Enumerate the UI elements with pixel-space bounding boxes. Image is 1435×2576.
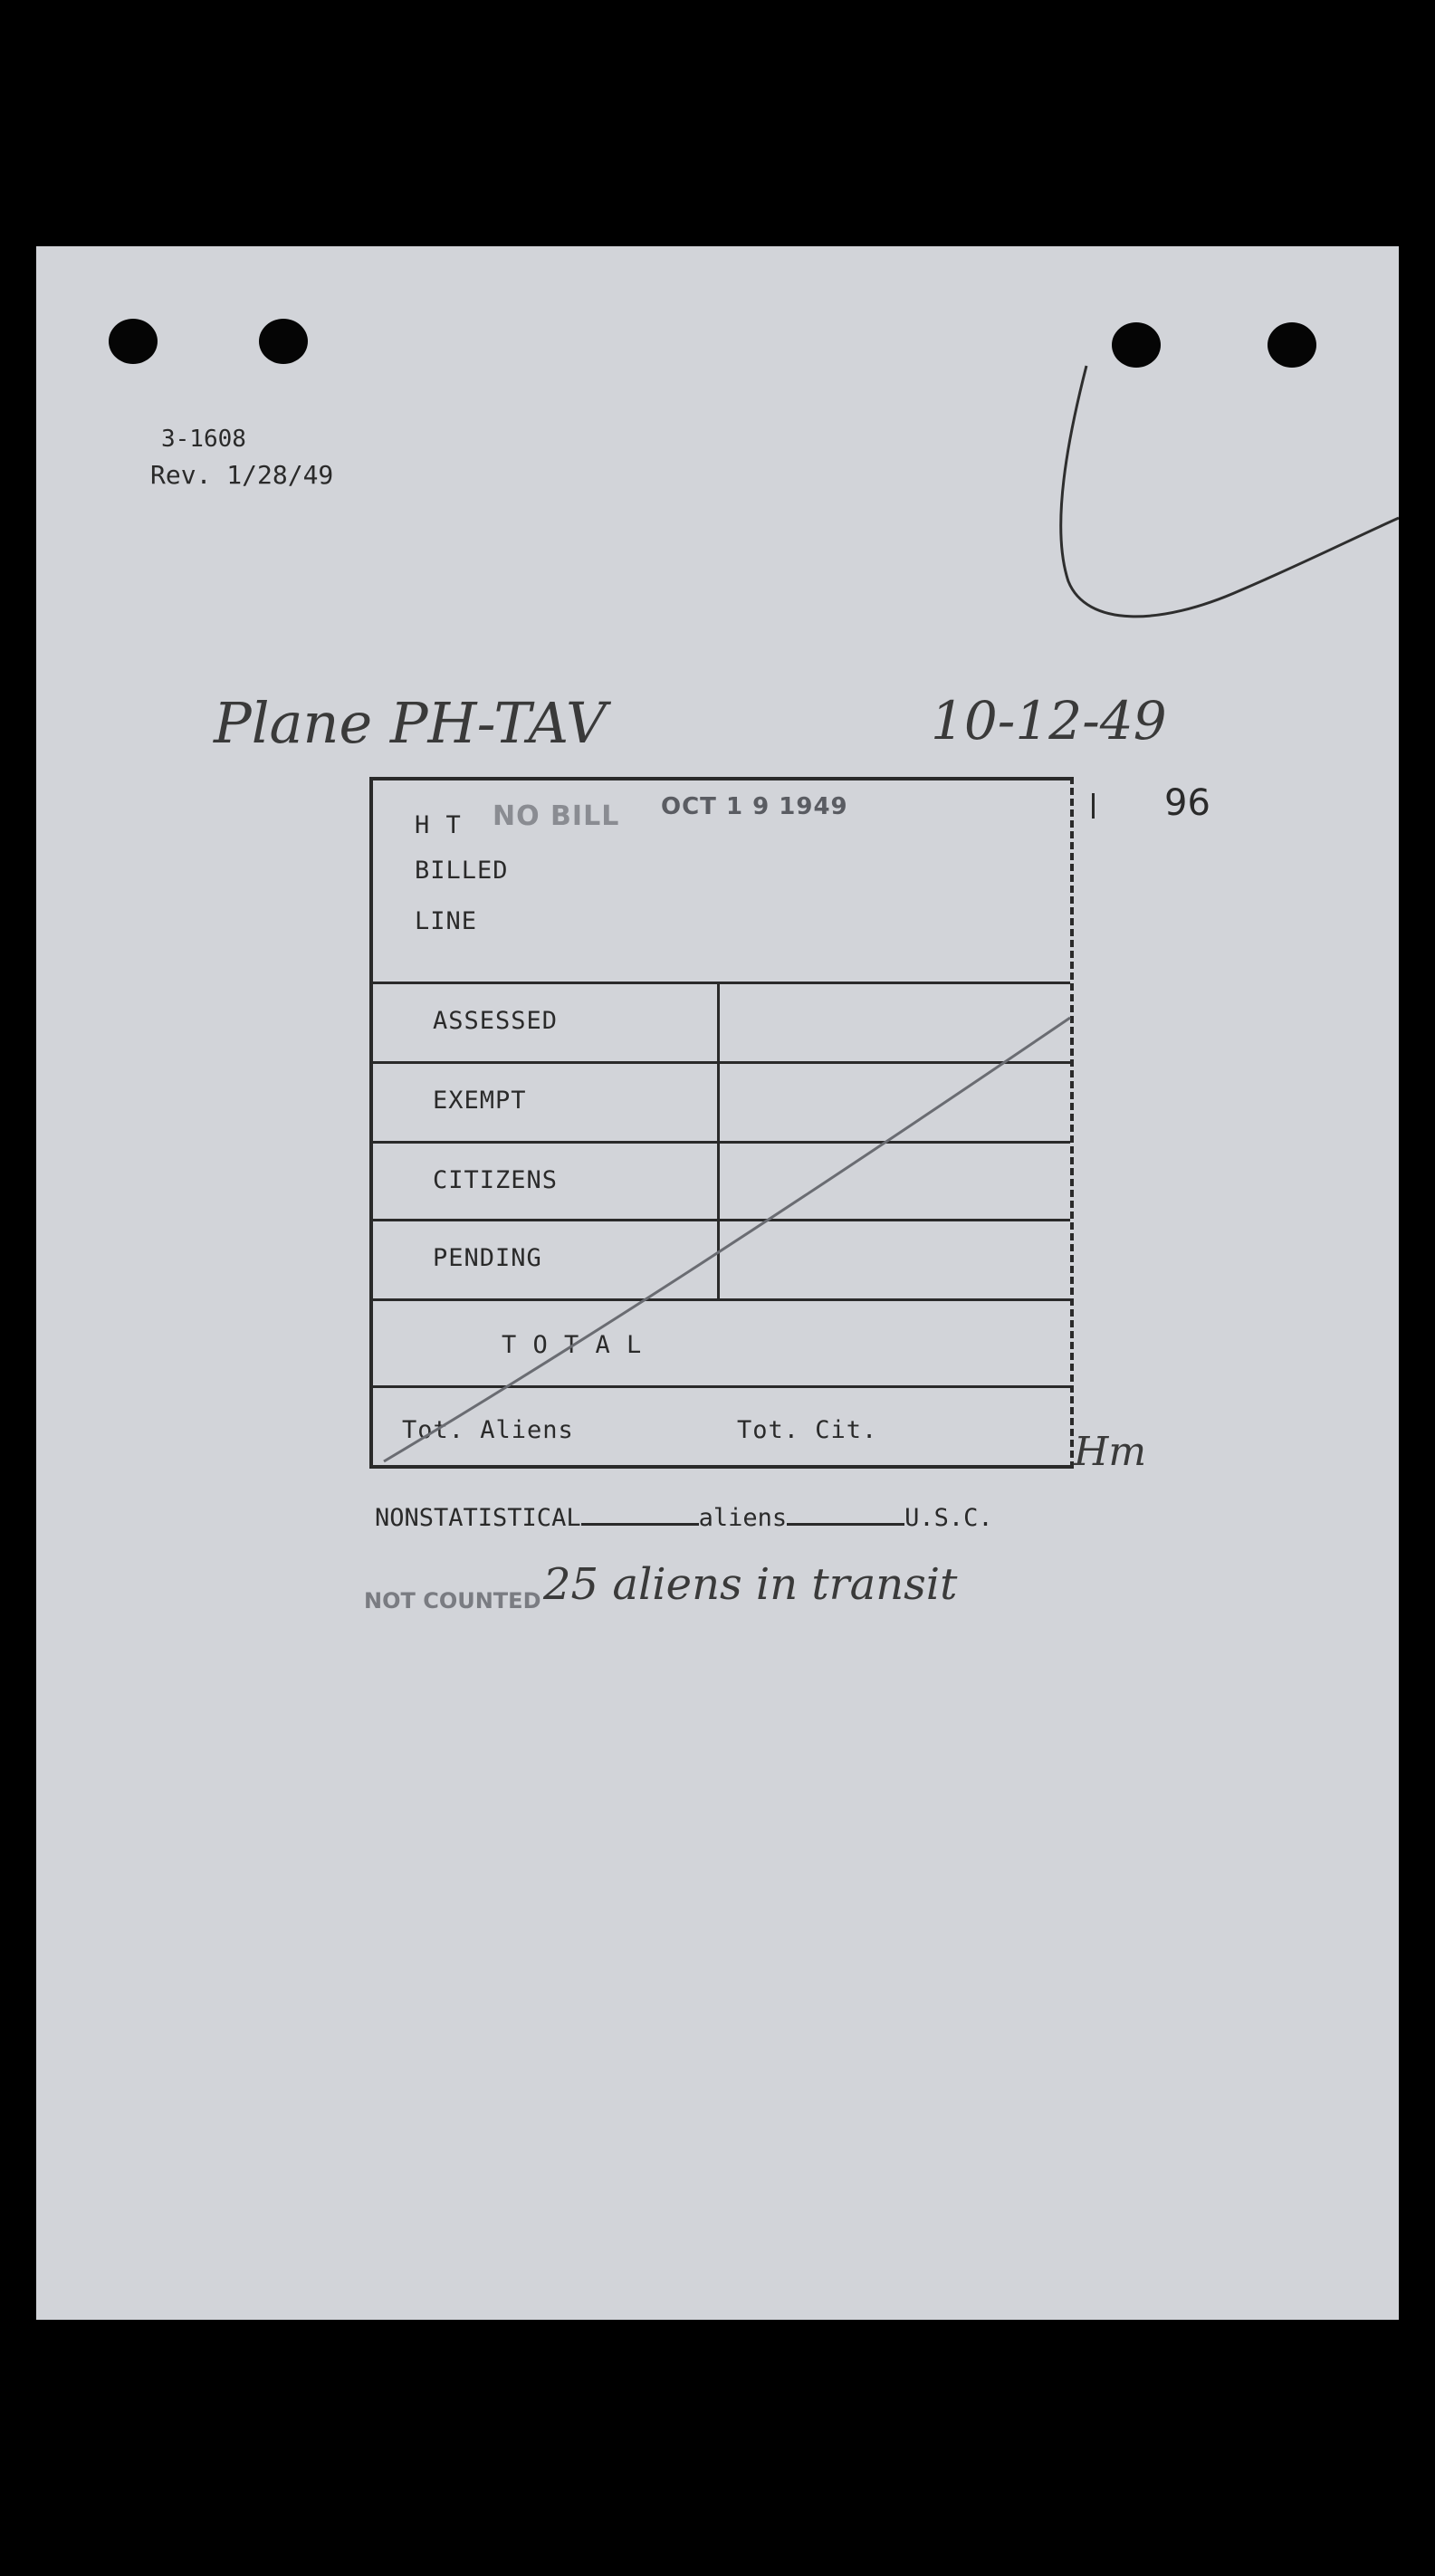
page-number: 96 xyxy=(1164,782,1210,824)
header-line: LINE xyxy=(415,907,478,935)
not-counted-stamp: NOT COUNTED xyxy=(364,1588,541,1614)
handwritten-check-mark xyxy=(1014,364,1399,636)
nonstat-label: NONSTATISTICAL xyxy=(375,1504,581,1532)
form-number: 3-1608 xyxy=(161,426,246,453)
date-stamp: OCT 1 9 1949 xyxy=(661,793,848,820)
punch-hole-right-2 xyxy=(1268,322,1316,368)
document-page xyxy=(36,246,1399,2320)
row-assessed-label: ASSESSED xyxy=(433,1007,559,1035)
row-pending-label: PENDING xyxy=(433,1244,542,1272)
handwritten-initials: Hm xyxy=(1074,1429,1147,1475)
diagonal-cancel-line xyxy=(373,780,1077,1472)
nonstat-usc: U.S.C. xyxy=(904,1504,993,1532)
handwritten-date: 10-12-49 xyxy=(931,690,1167,752)
punch-hole-left-2 xyxy=(259,319,308,364)
page-number-mark xyxy=(1092,793,1095,819)
row-exempt-label: EXEMPT xyxy=(433,1087,527,1115)
row-citizens-label: CITIZENS xyxy=(433,1166,559,1194)
total-label: T O T A L xyxy=(502,1331,643,1359)
tally-form xyxy=(369,777,1074,1469)
handwritten-plane: Plane PH-TAV xyxy=(214,690,607,756)
nonstatistical-line xyxy=(375,1503,993,1532)
footer-tot-cit: Tot. Cit. xyxy=(737,1416,878,1444)
punch-hole-left-1 xyxy=(109,319,158,364)
punch-hole-right-1 xyxy=(1112,322,1161,368)
nonstat-blank-2 xyxy=(787,1503,904,1526)
footer-tot-aliens: Tot. Aliens xyxy=(402,1416,574,1444)
header-ht: H T xyxy=(415,811,462,839)
no-bill-stamp: NO BILL xyxy=(493,800,620,832)
handwritten-transit-note: 25 aliens in transit xyxy=(543,1559,958,1610)
nonstat-aliens: aliens xyxy=(698,1504,788,1532)
nonstat-blank-1 xyxy=(581,1503,699,1526)
revision-date: Rev. 1/28/49 xyxy=(150,460,334,490)
header-billed: BILLED xyxy=(415,857,509,885)
